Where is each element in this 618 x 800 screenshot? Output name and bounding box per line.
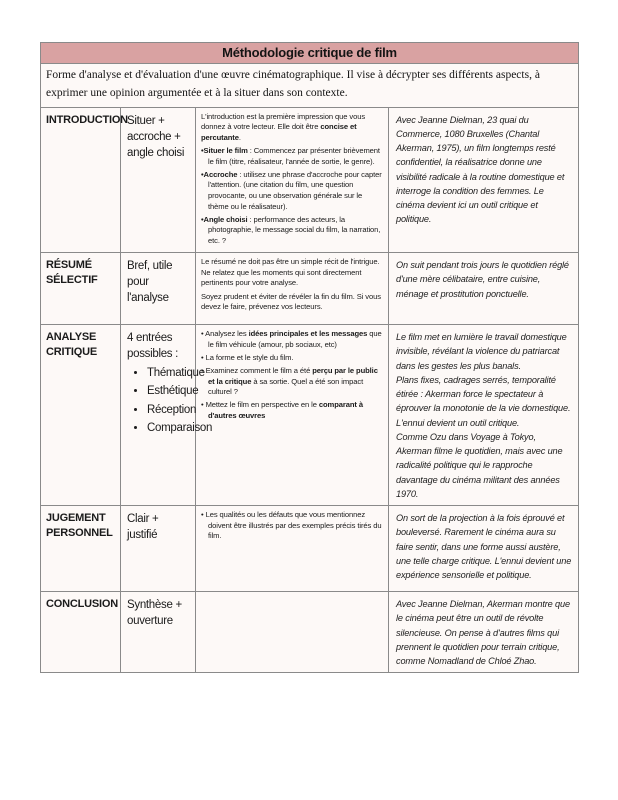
approach-bullet-list <box>127 365 213 435</box>
example-paragraph: Le film met en lumière le travail domestique invisible, révélant la violence du patriarcat dans les gestes les plus banals. <box>396 332 567 371</box>
example-paragraph: On sort de la projection à la fois éprouvé et bouleversé. Rarement le cinéma aura su faire sentir, dans une forme aussi austère, une telle charge critique. L'ennui devient une expérience sensorielle et politique. <box>396 513 572 581</box>
intro-row <box>41 64 579 108</box>
approach-bullet-item: • Thématique <box>147 365 191 381</box>
approach-text: Situer + accroche + angle choisi <box>127 114 185 159</box>
approach-bullet-item: • Réception <box>147 402 191 418</box>
example-paragraph: Comme Ozu dans Voyage à Tokyo, Akerman filme le quotidien, mais avec une radicalité politique qui le rapproche davantage du cinéma militant des années 1970. <box>396 431 563 499</box>
row-label: ANALYSE CRITIQUE <box>41 325 121 506</box>
table-row <box>41 253 579 325</box>
row-label: CONCLUSION <box>41 592 121 673</box>
approach-text: Bref, utile pour l'analyse <box>127 260 173 305</box>
guideline-paragraph: • Mettez le film en perspective en le comparant à d'autres œuvres <box>201 400 363 420</box>
guideline-paragraph: L'introduction est la première impression que vous donnez à votre lecteur. Elle doit être concise et percutante. <box>201 111 366 142</box>
example-paragraph: On suit pendant trois jours le quotidien réglé d'une mère célibataire, entre cuisine, ménage et prostitution ponctuelle. <box>396 260 569 299</box>
row-approach <box>121 325 213 506</box>
approach-text: 4 entrées possibles : <box>127 332 179 361</box>
guideline-paragraph: •Situer le film : Commencez par présenter brièvement le film (titre, réalisateur, l'année de sortie, le genre). <box>201 146 380 166</box>
methodology-table <box>40 42 579 673</box>
guideline-paragraph: • Examinez comment le film a été perçu par le public et la critique à sa sortie. Quel a été son impact culturel ? <box>201 366 378 397</box>
table-row <box>41 592 579 673</box>
table-row <box>41 506 579 592</box>
title-row <box>41 43 579 64</box>
approach-text: Synthèse + ouverture <box>127 599 182 628</box>
row-guidelines <box>196 107 389 253</box>
guideline-paragraph: •Accroche : utilisez une phrase d'accroche pour capter l'attention. (une citation du film, une question provocante, ou une observation générale sur le thème ou le réalisateur). <box>201 169 382 211</box>
approach-bullet-item: • Esthétique <box>147 383 191 399</box>
example-paragraph: Avec Jeanne Dielman, 23 quai du Commerce, 1080 Bruxelles (Chantal Akerman, 1975), un film longtemps resté confidentiel, la réalisatrice donne une visibilité radicale à la routine domestique et interroge la condition des femmes. Le cinéma devient ici un outil critique et politique. <box>396 114 565 225</box>
row-approach <box>121 592 196 673</box>
guideline-paragraph: Soyez prudent et éviter de révéler la fin du film. Si vous devez le faire, prévenez vos lecteurs. <box>201 291 381 312</box>
guideline-paragraph: Le résumé ne doit pas être un simple récit de l'intrigue. Ne relatez que les moments qui sont directement pertinents pour votre analyse. <box>201 257 380 288</box>
row-approach <box>121 506 196 592</box>
row-label: JUGEMENT PERSONNEL <box>41 506 121 592</box>
guideline-paragraph: •Angle choisi : performance des acteurs, la photographie, le message social du film, la narration, etc. ? <box>201 214 381 245</box>
approach-bullet-item: • Comparaison <box>147 420 191 436</box>
page-title: Méthodologie critique de film <box>41 43 579 64</box>
example-paragraph: Avec Jeanne Dielman, Akerman montre que le cinéma peut être un outil de révolte silencieuse. On pense à d'autres films qui prennent le quotidien pour terrain critique, comme Nomadland de Chloé Zhao. <box>396 599 570 667</box>
row-guidelines <box>196 253 389 325</box>
row-example <box>389 325 579 506</box>
row-example <box>389 506 579 592</box>
row-approach <box>121 253 196 325</box>
approach-text: Clair + justifié <box>127 513 159 542</box>
row-guidelines <box>196 506 389 592</box>
row-label: INTRODUCTION <box>41 107 121 253</box>
row-label: RÉSUMÉ SÉLECTIF <box>41 253 121 325</box>
guideline-paragraph: • Analysez les idées principales et les messages que le film véhicule (amour, pb sociaux, etc) <box>201 329 382 349</box>
row-example <box>389 107 579 253</box>
table-row <box>41 325 579 506</box>
row-example <box>389 592 579 673</box>
guideline-paragraph: • Les qualités ou les défauts que vous mentionnez doivent être illustrés par des exemples précis tirés du film. <box>201 510 382 541</box>
guideline-paragraph: • La forme et le style du film. <box>201 352 294 362</box>
table-row <box>41 107 579 253</box>
row-approach <box>121 107 196 253</box>
row-guidelines <box>196 592 389 673</box>
table-intro-text: Forme d'analyse et d'évaluation d'une œuvre cinématographique. Il vise à décrypter ses différents aspects, à exprimer une opinion argumentée et à la situer dans son contexte. <box>41 64 579 108</box>
table-body <box>41 107 579 673</box>
example-paragraph: Plans fixes, cadrages serrés, temporalité étirée : Akerman force le spectateur à éprouver la monotonie de la vie domestique. L'ennui devient un outil critique. <box>396 374 571 428</box>
row-guidelines <box>196 325 389 506</box>
row-example <box>389 253 579 325</box>
